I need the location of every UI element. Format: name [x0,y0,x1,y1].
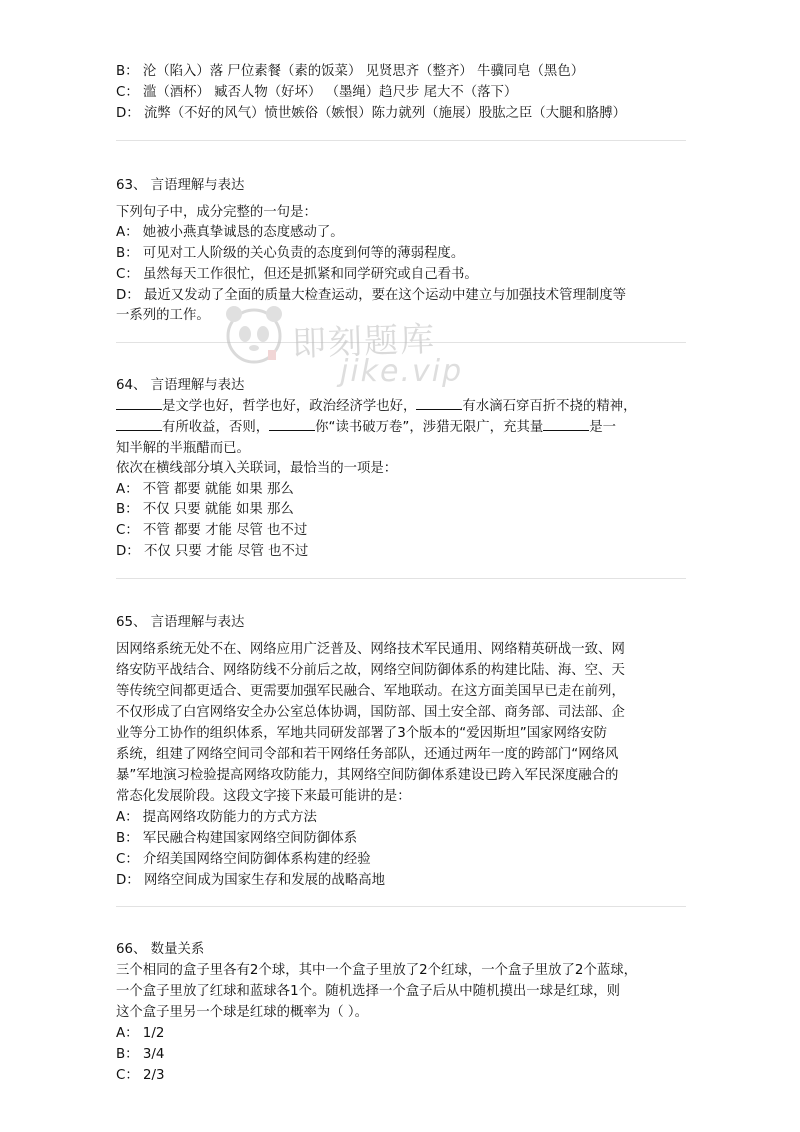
q63-option-a: A： 她被小燕真挚诚恳的态度感动了。 [116,225,344,240]
q63-option-b: B： 可见对工人阶级的关心负责的态度到何等的薄弱程度。 [116,246,465,261]
q62-option-c: C： 滥（酒杯） 臧否人物（好坏） （墨绳）趋尺步 尾大不（落下） [116,85,518,100]
q65-option-c: C： 介绍美国网络空间防御体系构建的经验 [116,852,371,867]
q64-option-b: B： 不仅 只要 就能 如果 那么 [116,502,294,517]
q66-passage-line-1: 三个相同的盒子里各有2个球，其中一个盒子里放了2个红球，一个盒子里放了2个蓝球， [116,963,638,978]
q65-option-d: D： 网络空间成为国家生存和发展的战略高地 [116,873,385,888]
panda-logo-icon [218,298,290,370]
q64-stem-line-3: 知半解的半瓶醋而已。 [116,441,250,456]
divider [116,906,686,907]
divider [116,342,686,343]
q64-option-a: A： 不管 都要 就能 如果 那么 [116,482,294,497]
fill-blank-1 [116,397,162,410]
q64-stem-part-5: 是一 [589,420,617,435]
q64-header: 64、 言语理解与表达 [116,378,245,393]
q64-stem-part-1: 是文学也好，哲学也好，政治经济学也好， [162,399,417,414]
q65-passage-line-8: 常态化发展阶段。这段文字接下来最可能讲的是： [116,789,411,804]
divider [116,578,686,579]
watermark-text-cn: 即刻题库 [291,319,437,365]
q63-option-d: D： 最近又发动了全面的质量大检查运动，要在这个运动中建立与加强技术管理制度等 [116,288,627,303]
q63-stem: 下列句子中，成分完整的一句是： [116,205,317,220]
divider [116,140,686,141]
q65-passage-line-6: 系统，组建了网络空间司令部和若干网络任务部队，还通过两年一度的跨部门“网络风 [116,747,619,762]
q64-stem-part-3: 有所收益，否则， [162,420,270,435]
watermark-text-en: jike.vip [340,354,464,389]
q62-option-d: D： 流弊（不好的风气）愤世嫉俗（嫉恨）陈力就列（施展）股肱之臣（大腿和胳膊） [116,106,627,121]
q64-stem-line-1 [116,397,637,417]
q63-option-d-cont: 一系列的工作。 [116,308,210,323]
q63-header: 63、 言语理解与表达 [116,178,245,193]
q65-passage-line-1: 因网络系统无处不在、网络应用广泛普及、网络技术军民通用、网络精英研战一致、网 [116,642,625,657]
fill-blank-2 [416,397,462,410]
q66-header: 66、 数量关系 [116,942,205,957]
fill-blank-4 [269,418,315,431]
q62-option-b: B： 沦（陷入）落 尸位素餐（素的饭菜） 见贤思齐（整齐） 牛骥同皂（黑色） [116,64,585,79]
q64-stem-part-2: 有水滴石穿百折不挠的精神， [462,399,637,414]
q65-passage-line-4: 不仅形成了白宫网络安全办公室总体协调，国防部、国土安全部、商务部、司法部、企 [116,705,625,720]
q66-passage-line-2: 一个盒子里放了红球和蓝球各1个。随机选择一个盒子后从中随机摸出一球是红球，则 [116,984,620,999]
q66-option-b: B： 3/4 [116,1047,165,1062]
q64-option-c: C： 不管 都要 才能 尽管 也不过 [116,523,308,538]
q65-passage-line-5: 业等分工协作的组织体系，军地共同研发部署了3个版本的“爱因斯坦”国家网络安防 [116,726,608,741]
q65-passage-line-7: 暴”军地演习检验提高网络攻防能力，其网络空间防御体系建设已跨入军民深度融合的 [116,768,619,783]
q64-question: 依次在横线部分填入关联词，最恰当的一项是： [116,461,398,476]
q66-option-a: A： 1/2 [116,1026,165,1041]
fill-blank-3 [116,418,162,431]
q64-stem-part-4: 你“读书破万卷”，涉猎无限广，充其量 [315,420,544,435]
q64-stem-line-2 [116,418,616,438]
q64-option-d: D： 不仅 只要 才能 尽管 也不过 [116,544,309,559]
q65-header: 65、 言语理解与表达 [116,615,245,630]
q65-option-b: B： 军民融合构建国家网络空间防御体系 [116,831,358,846]
q65-option-a: A： 提高网络攻防能力的方式方法 [116,810,317,825]
q63-option-c: C： 虽然每天工作很忙，但还是抓紧和同学研究或自己看书。 [116,267,478,282]
q66-option-c: C： 2/3 [116,1068,165,1083]
q66-passage-line-3: 这个盒子里另一个球是红球的概率为（ ）。 [116,1005,368,1020]
fill-blank-5 [543,418,589,431]
q65-passage-line-2: 络安防平战结合、网络防线不分前后之故，网络空间防御体系的构建比陆、海、空、天 [116,663,625,678]
q65-passage-line-3: 等传统空间都更适合、更需要加强军民融合、军地联动。在这方面美国早已走在前列， [116,684,625,699]
